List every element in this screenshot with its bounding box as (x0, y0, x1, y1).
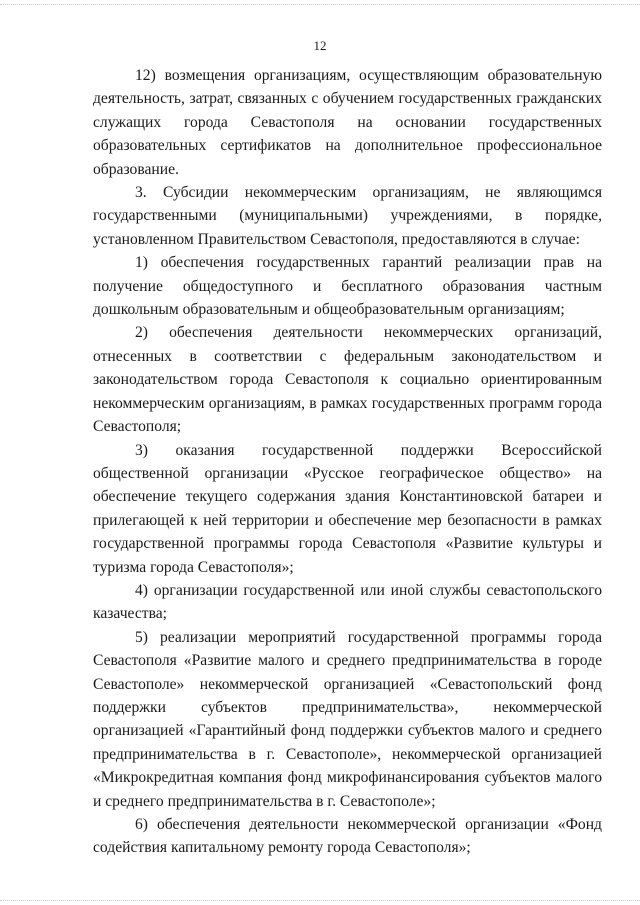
paragraph-item-4: 4) организации государственной или иной службы севастопольского казачества; (93, 581, 602, 623)
page-number: 12 (313, 38, 327, 53)
paragraph-item-2: 2) обеспечения деятельности некоммерческих организаций, отнесенных в соответствии с федеральным законодательством и законодательством города Севастополя к социально ориентированным некоммерческим организациям, в рамках государственных программ города Севастополя; (93, 324, 602, 436)
paragraph-section-3: 3. Субсидии некоммерческим организациям, не являющимся государственными (муниципальными) учреждениями, в порядке, установленном Правительством Севастополя, предоставляются в случае: (93, 184, 602, 248)
paragraph-item-12: 12) возмещения организациям, осуществляющим образовательную деятельность, затрат, связанных с обучением государственных гражданских служащих города Севастополя на основании государственных образовательных сертификатов на дополнительное профессиональное образование. (93, 67, 602, 178)
paragraph-item-5: 5) реализации мероприятий государственной программы города Севастополя «Развитие малого и среднего предпринимательства в городе Севастополе» некоммерческой организацией «Севастопольский фонд поддержки субъектов предпринимательства», некоммерческой организацией «Гарантийный фонд поддержки субъектов малого и среднего предпринимательства в г. Севастополе», некоммерческой организацией «Микрокредитная компания фонд микрофинансирования субъектов малого и среднего предпринимательства в г. Севастополе»; (93, 628, 602, 810)
scan-edge-top (0, 4, 640, 5)
scan-edge-bottom (0, 900, 640, 901)
paragraph-item-1: 1) обеспечения государственных гарантий реализации прав на получение общедоступного и бесплатного образования частным дошкольным образовательным и общеобразовательным организациям; (93, 254, 602, 319)
paragraph-item-6: 6) обеспечения деятельности некоммерческой организации «Фонд содействия капитальному ремонту города Севастополя»; (93, 816, 602, 857)
document-body (93, 64, 602, 860)
paragraph-item-3: 3) оказания государственной поддержки Всероссийской общественной организации «Русское географическое общество» на обеспечение текущего содержания здания Константиновской батареи и прилегающей к ней территории и обеспечение мер безопасности в рамках государственной программы города Севастополя «Развитие культуры и туризма города Севастополя»; (93, 441, 602, 576)
